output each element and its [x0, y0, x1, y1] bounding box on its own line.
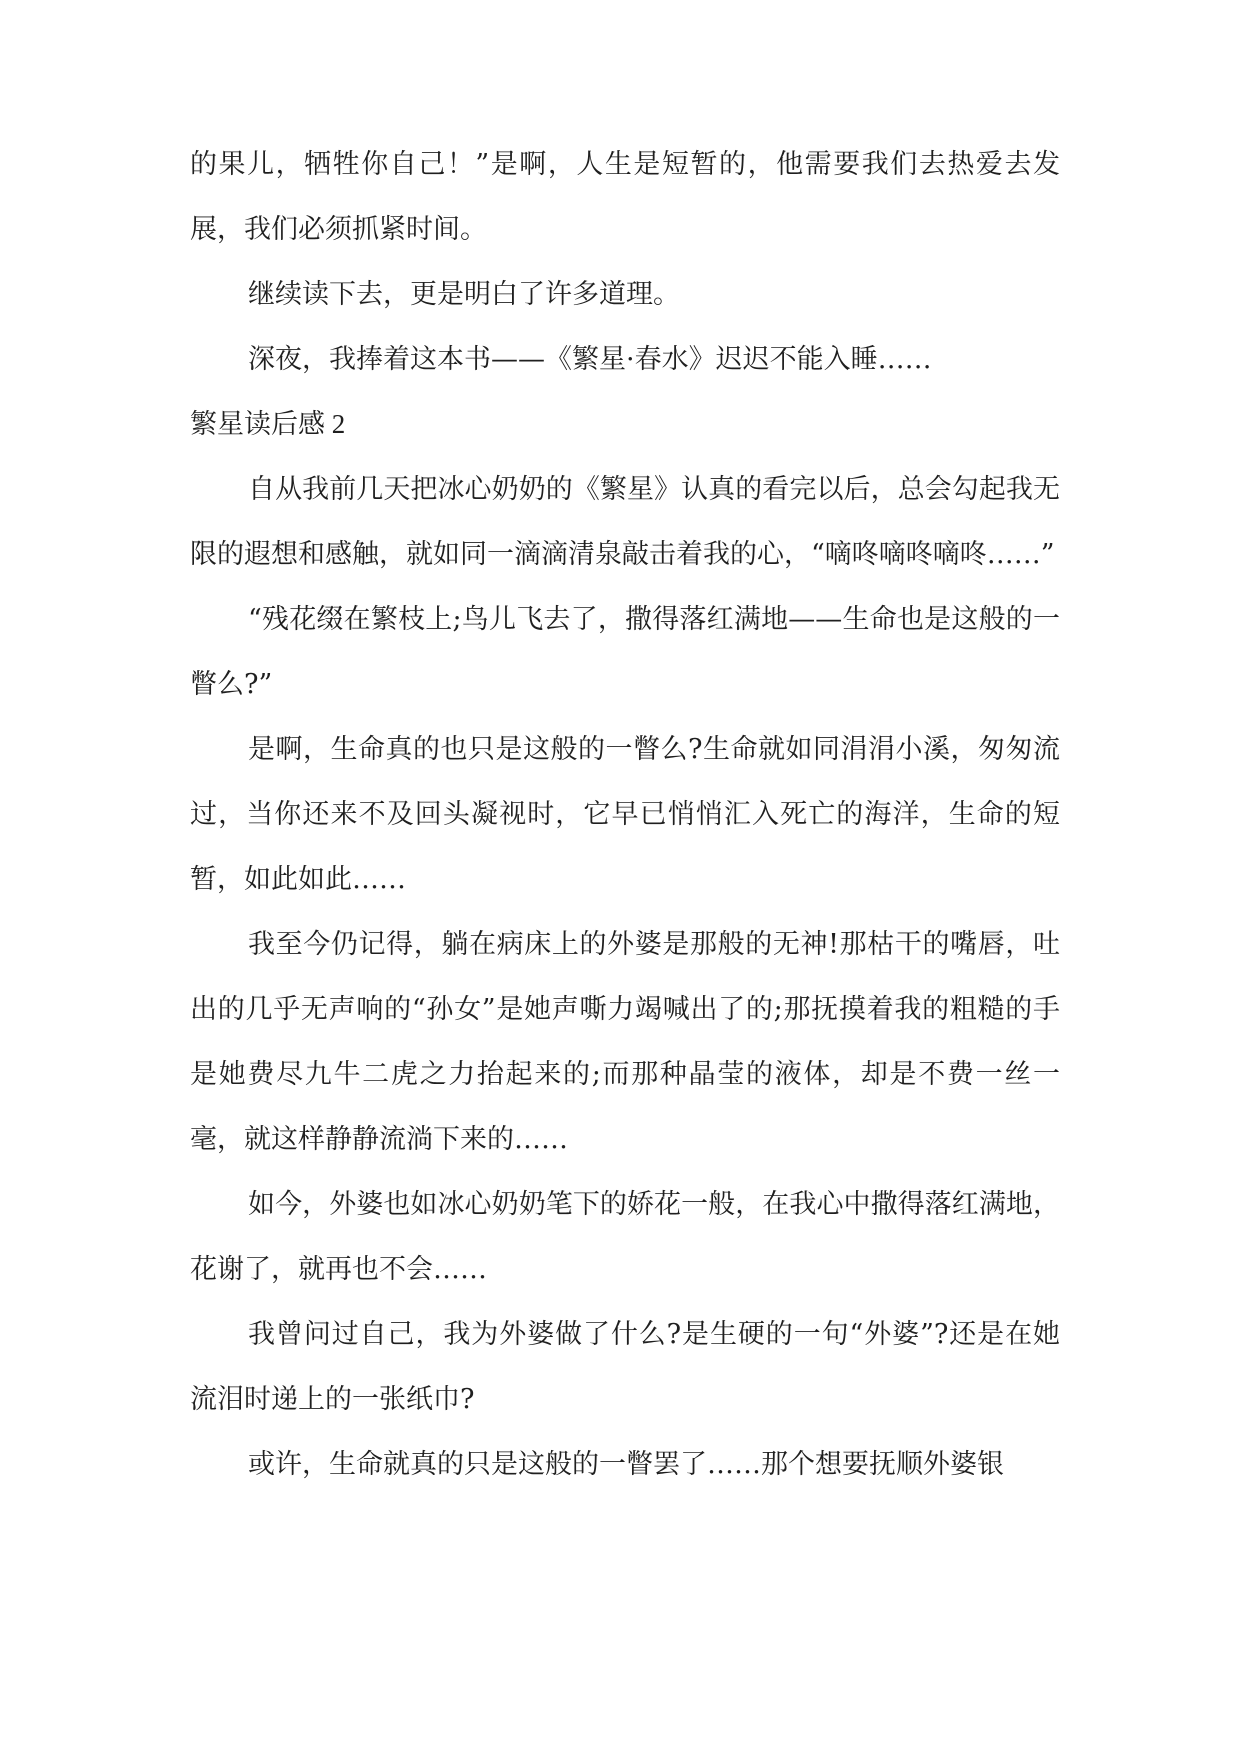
paragraph: 是啊，生命真的也只是这般的一瞥么?生命就如同涓涓小溪，匆匆流过，当你还来不及回头凝视时，它早已悄悄汇入死亡的海洋，生命的短暂，如此如此……: [190, 734, 1060, 895]
paragraph: 我至今仍记得，躺在病床上的外婆是那般的无神!那枯干的嘴唇，吐出的几乎无声响的“孙女”是她声嘶力竭喊出了的;那抚摸着我的粗糙的手是她费尽九牛二虎之力抬起来的;而那种晶莹的液体，却是不费一丝一毫，就这样静静流淌下来的……: [190, 929, 1060, 1155]
paragraph: “残花缀在繁枝上;鸟儿飞去了，撒得落红满地——生命也是这般的一瞥么?”: [190, 604, 1060, 700]
paragraph: 自从我前几天把冰心奶奶的《繁星》认真的看完以后，总会勾起我无限的遐想和感触，就如同一滴滴清泉敲击着我的心，“嘀咚嘀咚嘀咚……”: [190, 474, 1060, 570]
document-body: [190, 132, 1060, 1497]
paragraph-continuation: 的果儿，牺牲你自己！”是啊，人生是短暂的，他需要我们去热爱去发展，我们必须抓紧时间。: [190, 149, 1060, 245]
paragraph: 深夜，我捧着这本书——《繁星·春水》迟迟不能入睡……: [248, 344, 932, 375]
paragraph: 如今，外婆也如冰心奶奶笔下的娇花一般，在我心中撒得落红满地，花谢了，就再也不会……: [190, 1189, 1060, 1285]
paragraph: 我曾问过自己，我为外婆做了什么?是生硬的一句“外婆”?还是在她流泪时递上的一张纸巾?: [190, 1319, 1060, 1415]
section-heading: 繁星读后感 2: [190, 409, 346, 439]
paragraph: 继续读下去，更是明白了许多道理。: [248, 279, 680, 310]
paragraph: 或许，生命就真的只是这般的一瞥罢了……那个想要抚顺外婆银: [248, 1449, 1004, 1480]
